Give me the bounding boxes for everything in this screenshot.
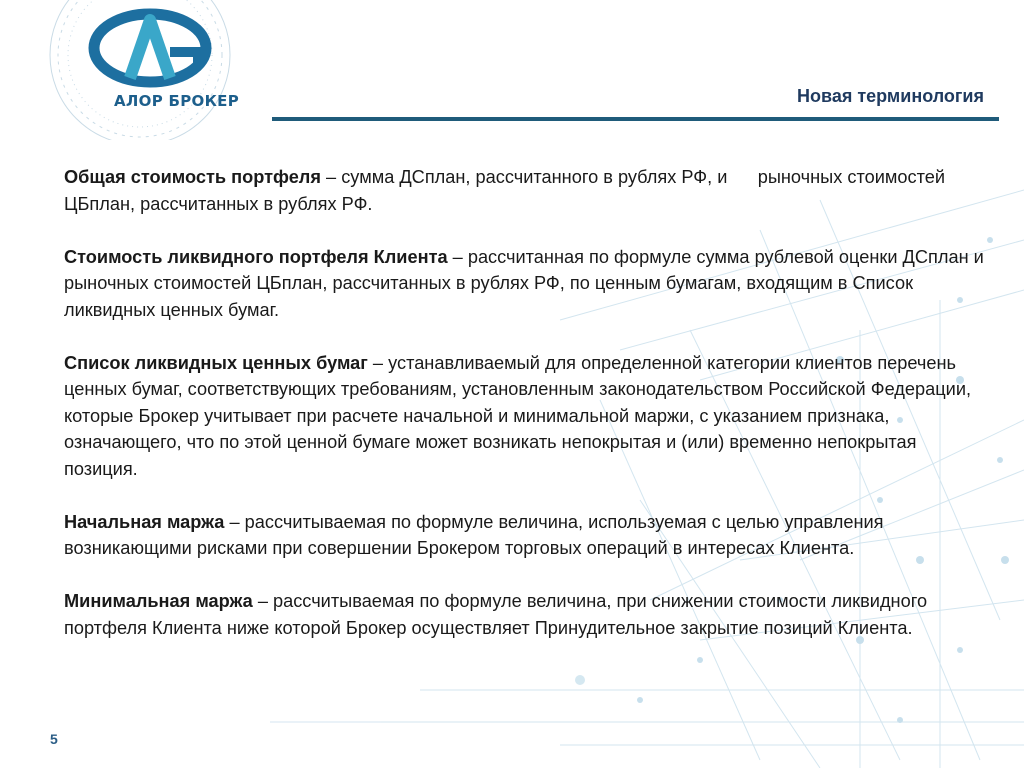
- definition-item: [64, 588, 984, 641]
- definition-term: Начальная маржа: [64, 511, 225, 532]
- definition-term: Стоимость ликвидного портфеля Клиента: [64, 246, 448, 267]
- page-number: 5: [50, 731, 58, 747]
- title-divider: [272, 117, 999, 121]
- definition-item: [64, 164, 984, 217]
- company-logo: [20, 0, 270, 140]
- definition-item: [64, 350, 984, 483]
- definition-text: – рассчитываемая по формуле величина, используемая с целью управления возникающими рисками при совершении Брокером торговых операций в интересах Клиента.: [64, 511, 884, 558]
- definition-term: Список ликвидных ценных бумаг: [64, 352, 368, 373]
- definition-item: [64, 244, 984, 324]
- logo-text: АЛОР БРОКЕР: [114, 92, 240, 110]
- definition-text: – рассчитываемая по формуле величина, при снижении стоимости ликвидного портфеля Клиента ниже которой Брокер осуществляет Принудительное закрытие позиций Клиента.: [64, 591, 928, 638]
- definition-text: – сумма ДСплан, рассчитанного в рублях РФ, и рыночных стоимостей ЦБплан, рассчитанных в рублях РФ.: [64, 167, 951, 214]
- definition-term: Общая стоимость портфеля: [64, 167, 321, 187]
- definition-item: [64, 509, 984, 562]
- definition-term: Минимальная маржа: [64, 591, 253, 611]
- slide-title: Новая терминология: [797, 86, 984, 106]
- definitions-list: [64, 164, 984, 668]
- logo-emblem-icon: [20, 0, 270, 140]
- definition-text: – рассчитанная по формуле сумма рублевой оценки ДСплан и рыночных стоимостей ЦБплан, рассчитанных в рублях РФ, по ценным бумагам, входящим в Список ликвидных ценных бумаг.: [64, 246, 984, 320]
- definition-text: – устанавливаемый для определенной категории клиентов перечень ценных бумаг, соответствующих требованиям, установленным законодательством Российской Федерации, которые Брокер учитывает при расчете начальной и минимальной маржи, с указанием признака, означающего, что по этой ценной бумаге может возникать непокрытая и (или) временно непокрытая позиция.: [64, 352, 972, 479]
